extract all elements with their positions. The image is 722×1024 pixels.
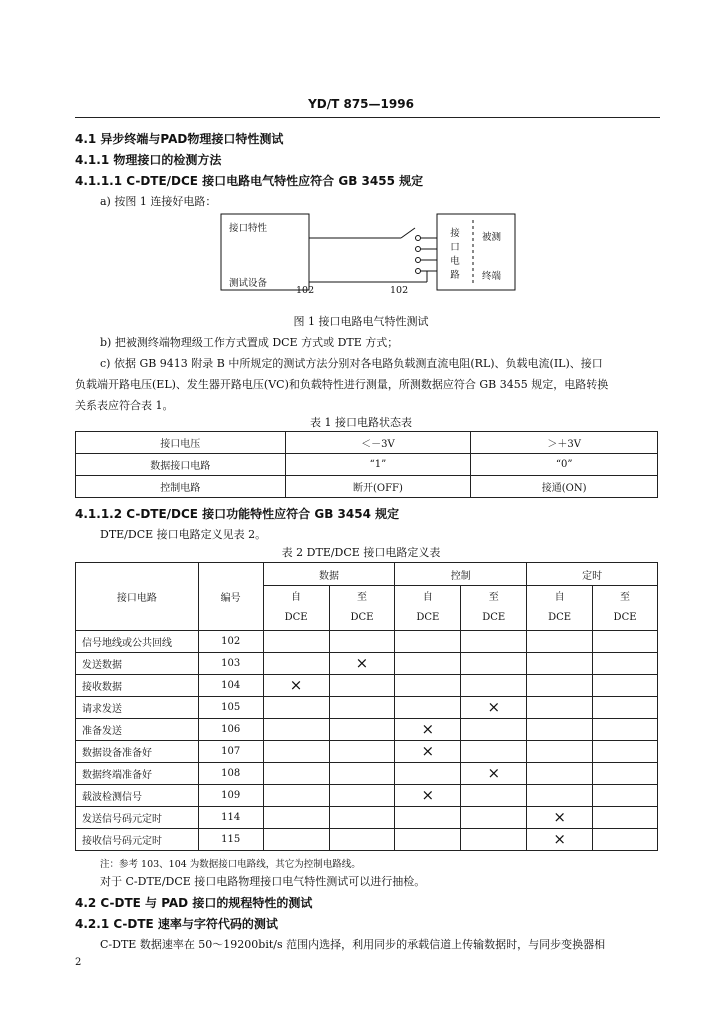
mark-cell xyxy=(461,785,527,807)
circuit-name: 准备发送 xyxy=(76,719,199,741)
header-timing: 定时 xyxy=(527,563,658,586)
table-cell: “0” xyxy=(471,454,658,476)
mark-cell xyxy=(329,785,395,807)
mark-cell xyxy=(395,829,461,851)
mark-cell xyxy=(461,697,527,719)
circuit-number: 103 xyxy=(198,653,263,675)
table-row xyxy=(76,454,658,476)
section-4-2-1: 4.2.1 C-DTE 速率与字符代码的测试 xyxy=(75,917,278,931)
mark-cell xyxy=(329,719,395,741)
mark-cell xyxy=(461,741,527,763)
mark-cell xyxy=(593,807,658,829)
section-4-1-1-2-text: DTE/DCE 接口电路定义见表 2。 xyxy=(100,528,267,541)
mark-cell xyxy=(329,829,395,851)
circuit-name: 信号地线或公共回线 xyxy=(76,631,199,653)
mark-cell xyxy=(329,763,395,785)
circuit-name: 接收信号码元定时 xyxy=(76,829,199,851)
section-4-1-1-2: 4.1.1.2 C-DTE/DCE 接口功能特性应符合 GB 3454 规定 xyxy=(75,507,400,521)
subheader-from-dce xyxy=(263,586,329,631)
circuit-number: 114 xyxy=(198,807,263,829)
sub-from: 自 xyxy=(291,592,302,603)
header-number: 编号 xyxy=(198,563,263,631)
mark-cell xyxy=(329,741,395,763)
subheader-from-dce xyxy=(395,586,461,631)
mark-cell xyxy=(527,807,593,829)
section-4-1: 4.1 异步终端与PAD物理接口特性测试 xyxy=(75,132,284,146)
table-1-caption: 表 1 接口电路状态表 xyxy=(310,416,412,429)
mark-cell xyxy=(329,653,395,675)
mark-cell xyxy=(461,675,527,697)
table-row xyxy=(76,785,658,807)
mark-cell xyxy=(329,807,395,829)
mark-cell xyxy=(263,763,329,785)
mark-cell xyxy=(527,741,593,763)
sub-dce: DCE xyxy=(350,612,374,623)
mark-cell xyxy=(461,631,527,653)
page-number: 2 xyxy=(75,957,82,968)
table-cell: 接口电压 xyxy=(76,432,286,454)
mark-cell xyxy=(395,807,461,829)
mark-cell xyxy=(461,763,527,785)
table-cell: 数据接口电路 xyxy=(76,454,286,476)
table-2 xyxy=(75,562,658,851)
cross-mark: × xyxy=(553,830,566,848)
mark-cell xyxy=(527,719,593,741)
mark-cell xyxy=(461,653,527,675)
mark-cell xyxy=(329,697,395,719)
sub-to: 至 xyxy=(620,592,631,603)
figure-box2-char: 电 xyxy=(450,256,460,267)
table-row xyxy=(76,697,658,719)
circuit-number: 108 xyxy=(198,763,263,785)
mark-cell xyxy=(263,719,329,741)
cross-mark: × xyxy=(421,742,435,760)
table-row xyxy=(76,807,658,829)
circuit-name: 接收数据 xyxy=(76,675,199,697)
step-a: a) 按图 1 连接好电路： xyxy=(100,195,217,208)
figure-box2-label xyxy=(448,227,462,283)
cross-mark: × xyxy=(553,808,566,826)
table-row xyxy=(76,476,658,498)
subheader-from-dce xyxy=(527,586,593,631)
figure-label-102-left: 102 xyxy=(296,285,315,296)
figure-box2-right-bottom: 终端 xyxy=(482,271,502,282)
mark-cell xyxy=(263,675,329,697)
sub-from: 自 xyxy=(554,592,565,603)
mark-cell xyxy=(395,631,461,653)
circuit-number: 107 xyxy=(198,741,263,763)
mark-cell xyxy=(593,763,658,785)
sub-dce: DCE xyxy=(416,612,440,623)
table-cell: ＜－3V xyxy=(285,432,471,454)
cross-mark: × xyxy=(421,786,435,804)
mark-cell xyxy=(263,807,329,829)
mark-cell xyxy=(263,631,329,653)
circuit-name: 发送信号码元定时 xyxy=(76,807,199,829)
circuit-number: 104 xyxy=(198,675,263,697)
mark-cell xyxy=(593,697,658,719)
figure-box2-char: 接 xyxy=(450,228,460,239)
subheader-to-dce xyxy=(593,586,658,631)
mark-cell xyxy=(395,763,461,785)
table-row xyxy=(76,741,658,763)
table-row xyxy=(76,763,658,785)
table-row xyxy=(76,829,658,851)
cross-mark: × xyxy=(355,654,369,672)
circuit-name: 数据设备准备好 xyxy=(76,741,199,763)
table-row xyxy=(76,432,658,454)
figure-box2-char: 路 xyxy=(450,270,460,281)
table-cell: 断开(OFF) xyxy=(285,476,471,498)
circuit-number: 105 xyxy=(198,697,263,719)
circuit-name: 数据终端准备好 xyxy=(76,763,199,785)
sub-dce: DCE xyxy=(548,612,572,623)
figure-box1-top-label: 接口特性 xyxy=(229,223,268,234)
subheader-to-dce xyxy=(461,586,527,631)
circuit-number: 115 xyxy=(198,829,263,851)
sub-to: 至 xyxy=(488,592,499,603)
circuit-number: 102 xyxy=(198,631,263,653)
mark-cell xyxy=(527,631,593,653)
table-cell: 控制电路 xyxy=(76,476,286,498)
mark-cell xyxy=(395,653,461,675)
sub-dce: DCE xyxy=(482,612,506,623)
figure-box1-bottom-label: 测试设备 xyxy=(229,278,268,289)
sub-to: 至 xyxy=(356,592,367,603)
header-control: 控制 xyxy=(395,563,527,586)
mark-cell xyxy=(527,829,593,851)
mark-cell xyxy=(395,675,461,697)
section-4-2: 4.2 C-DTE 与 PAD 接口的规程特性的测试 xyxy=(75,896,313,910)
document-header: YD/T 875—1996 xyxy=(308,97,414,111)
cross-mark: × xyxy=(487,764,501,782)
mark-cell xyxy=(329,675,395,697)
mark-cell xyxy=(593,719,658,741)
figure-box2-char: 口 xyxy=(450,242,460,253)
header-rule xyxy=(75,117,660,118)
circuit-name: 发送数据 xyxy=(76,653,199,675)
circuit-name: 载波检测信号 xyxy=(76,785,199,807)
mark-cell xyxy=(329,631,395,653)
sub-from: 自 xyxy=(422,592,433,603)
cross-mark: × xyxy=(289,676,303,694)
table-row xyxy=(76,653,658,675)
table-header-row xyxy=(76,563,658,586)
mark-cell xyxy=(461,719,527,741)
sub-dce: DCE xyxy=(613,612,637,623)
mark-cell xyxy=(395,719,461,741)
circuit-number: 106 xyxy=(198,719,263,741)
mark-cell xyxy=(593,653,658,675)
figure-label-102-right: 102 xyxy=(390,285,409,296)
mark-cell xyxy=(593,675,658,697)
figure-1-caption: 图 1 接口电路电气特性测试 xyxy=(293,315,429,328)
mark-cell xyxy=(263,653,329,675)
mark-cell xyxy=(395,697,461,719)
section-4-2-1-text: C-DTE 数据速率在 50～19200bit/s 范围内选择，利用同步的承载信道上传输数据时，与同步变换器相 xyxy=(100,938,606,951)
header-circuit: 接口电路 xyxy=(76,563,199,631)
mark-cell xyxy=(527,653,593,675)
mark-cell xyxy=(593,631,658,653)
mark-cell xyxy=(527,675,593,697)
subheader-to-dce xyxy=(329,586,395,631)
mark-cell xyxy=(527,763,593,785)
section-4-1-1: 4.1.1 物理接口的检测方法 xyxy=(75,153,222,167)
mark-cell xyxy=(395,785,461,807)
spot-check-text: 对于 C-DTE/DCE 接口电路物理接口电气特性测试可以进行抽检。 xyxy=(100,875,426,888)
table-row xyxy=(76,631,658,653)
table-row xyxy=(76,675,658,697)
mark-cell xyxy=(461,829,527,851)
mark-cell xyxy=(527,785,593,807)
circuit-number: 109 xyxy=(198,785,263,807)
mark-cell xyxy=(527,697,593,719)
step-c-line-2: 负载端开路电压(EL)、发生器开路电压(VC)和负载特性进行测量，所测数据应符合 GB 3455 规定，电路转换 xyxy=(75,378,609,391)
table-2-note: 注：参考 103、104 为数据接口电路线，其它为控制电路线。 xyxy=(100,859,361,870)
mark-cell xyxy=(263,785,329,807)
figure-box2-right-top: 被测 xyxy=(482,232,502,243)
table-1 xyxy=(75,431,658,498)
step-c-line-3: 关系表应符合表 1。 xyxy=(75,399,174,412)
mark-cell xyxy=(263,741,329,763)
mark-cell xyxy=(263,829,329,851)
step-c-line-1: c) 依据 GB 9413 附录 B 中所规定的测试方法分别对各电路负载测直流电阻(RL)、负载电流(IL)、接口 xyxy=(100,357,603,370)
section-4-1-1-1: 4.1.1.1 C-DTE/DCE 接口电路电气特性应符合 GB 3455 规定 xyxy=(75,174,424,188)
mark-cell xyxy=(593,829,658,851)
cross-mark: × xyxy=(487,698,501,716)
table-cell: 接通(ON) xyxy=(471,476,658,498)
mark-cell xyxy=(263,697,329,719)
mark-cell xyxy=(395,741,461,763)
table-cell: “1” xyxy=(285,454,471,476)
table-cell: ＞＋3V xyxy=(471,432,658,454)
cross-mark: × xyxy=(421,720,435,738)
mark-cell xyxy=(593,741,658,763)
header-data: 数据 xyxy=(263,563,395,586)
mark-cell xyxy=(593,785,658,807)
table-2-caption: 表 2 DTE/DCE 接口电路定义表 xyxy=(281,546,441,559)
circuit-name: 请求发送 xyxy=(76,697,199,719)
table-row xyxy=(76,719,658,741)
sub-dce: DCE xyxy=(284,612,308,623)
mark-cell xyxy=(461,807,527,829)
step-b: b) 把被测终端物理级工作方式置成 DCE 方式或 DTE 方式； xyxy=(100,336,399,349)
